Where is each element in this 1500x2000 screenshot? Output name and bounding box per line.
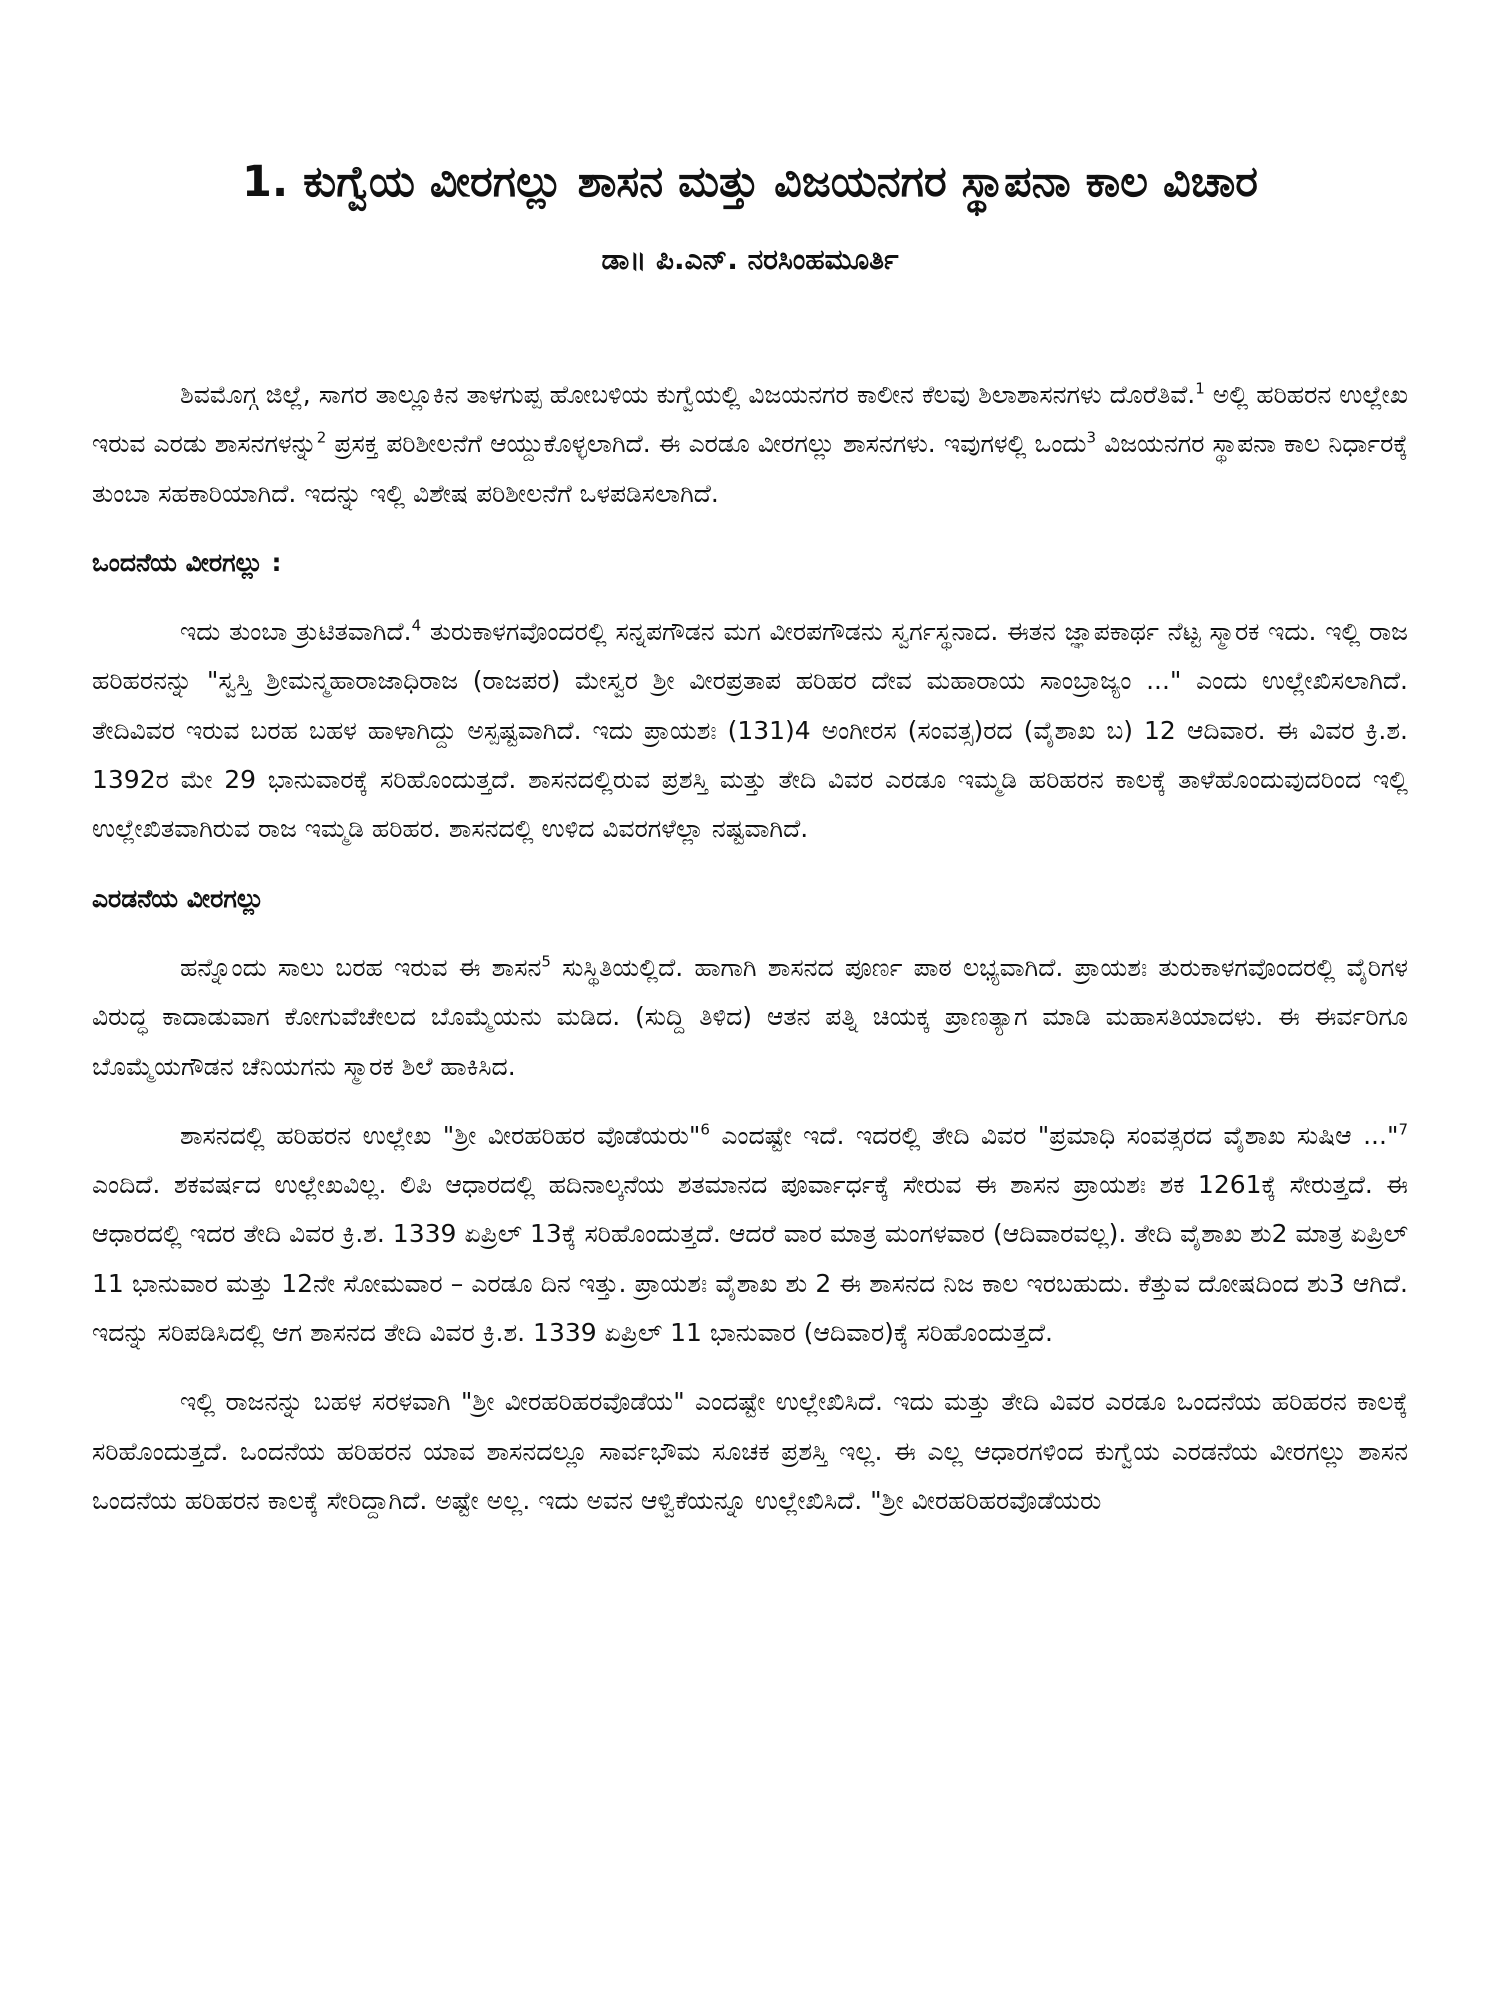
section-heading-second-hero-stone: ಎರಡನೆಯ ವೀರಗಲ್ಲು [92, 883, 264, 913]
section-heading-first-hero-stone: ಒಂದನೆಯ ವೀರಗಲ್ಲು : [92, 547, 282, 577]
second-hero-stone-paragraph-3: ಇಲ್ಲಿ ರಾಜನನ್ನು ಬಹಳ ಸರಳವಾಗಿ "ಶ್ರೀ ವೀರಹರಿಹರವೊಡೆಯ" ಎಂದಷ್ಟೇ ಉಲ್ಲೇಖಿಸಿದೆ. ಇದು ಮತ್ತು ತೇದಿ ವಿವರ ಎರಡೂ ಒಂದನೆಯ ಹರಿಹರನ ಕಾಲಕ್ಕೆ ಸರಿಹೊಂದುತ್ತದೆ. ಒಂದನೆಯ ಹರಿಹರನ ಯಾವ ಶಾಸನದಲ್ಲೂ ಸಾರ್ವಭೌಮ ಸೂಚಕ ಪ್ರಶಸ್ತಿ ಇಲ್ಲ. ಈ ಎಲ್ಲ ಆಧಾರಗಳಿಂದ ಕುಗ್ವೆಯ ಎರಡನೆಯ ವೀರಗಲ್ಲು ಶಾಸನ ಒಂದನೆಯ ಹರಿಹರನ ಕಾಲಕ್ಕೆ ಸೇರಿದ್ದಾಗಿದೆ. ಅಷ್ಟೇ ಅಲ್ಲ. ಇದು ಅವನ ಆಳ್ವಿಕೆಯನ್ನೂ ಉಲ್ಲೇಖಿಸಿದೆ. "ಶ್ರೀ ವೀರಹರಿಹರವೊಡೆಯರು [92, 1387, 1408, 1515]
footnote-ref: 3 [1086, 428, 1097, 447]
page-title: 1. ಕುಗ್ವೆಯ ವೀರಗಲ್ಲು ಶಾಸನ ಮತ್ತು ವಿಜಯನಗರ ಸ್ಥಾಪನಾ ಕಾಲ ವಿಚಾರ [241, 157, 1259, 207]
text-run: ಪ್ರಸಕ್ತ ಪರಿಶೀಲನೆಗೆ ಆಯ್ದುಕೊಳ್ಳಲಾಗಿದೆ. ಈ ಎರಡೂ ವೀರಗಲ್ಲು ಶಾಸನಗಳು. ಇವುಗಳಲ್ಲಿ ಒಂದು [326, 429, 1087, 459]
footnote-ref: 1 [1195, 379, 1205, 398]
second-hero-stone-paragraph-1 [92, 943, 1408, 1091]
text-run: ಅಲ್ಲಿ ಹರಿಹರನ ಉಲ್ಲೇಖ ಇರುವ ಎರಡು ಶಾಸನಗಳನ್ನು [92, 380, 1409, 459]
text-run: ಶಾಸನದಲ್ಲಿ ಹರಿಹರನ ಉಲ್ಲೇಖ "ಶ್ರೀ ವೀರಹರಿಹರ ವೊಡೆಯರು" [180, 1120, 701, 1150]
text-run: ವಿಜಯನಗರ ಸ್ಥಾಪನಾ ಕಾಲ ನಿರ್ಧಾರಕ್ಕೆ ತುಂಬಾ ಸಹಕಾರಿಯಾಗಿದೆ. ಇದನ್ನು ಇಲ್ಲಿ ವಿಶೇಷ ಪರಿಶೀಲನೆಗೆ ಒಳಪಡಿಸಲಾಗಿದೆ. [92, 429, 1409, 508]
text-run: ಎಂದಷ್ಟೇ ಇದೆ. ಇದರಲ್ಲಿ ತೇದಿ ವಿವರ "ಪ್ರಮಾಧಿ ಸಂವತ್ಸರದ ವೈಶಾಖ ಸುಷಿಆ ..." [709, 1120, 1399, 1150]
text-run: ಇದು ತುಂಬಾ ತ್ರುಟಿತವಾಗಿದೆ. [180, 617, 412, 647]
footnote-ref: 2 [316, 428, 327, 447]
text-run: ಹನ್ನೊಂದು ಸಾಲು ಬರಹ ಇರುವ ಈ ಶಾಸನ [180, 952, 542, 982]
footnote-ref: 5 [541, 952, 551, 971]
text-run: ಶಿವಮೊಗ್ಗ ಜಿಲ್ಲೆ, ಸಾಗರ ತಾಲ್ಲೂಕಿನ ತಾಳಗುಪ್ಪ ಹೋಬಳಿಯ ಕುಗ್ವೆಯಲ್ಲಿ ವಿಜಯನಗರ ಕಾಲೀನ ಕೆಲವು ಶಿಲಾಶಾಸನಗಳು ದೊರೆತಿವೆ. [180, 380, 1196, 409]
footnote-ref: 7 [1398, 1120, 1408, 1139]
text-run: ಸುಸ್ಥಿತಿಯಲ್ಲಿದೆ. ಹಾಗಾಗಿ ಶಾಸನದ ಪೂರ್ಣ ಪಾಠ ಲಭ್ಯವಾಗಿದೆ. ಪ್ರಾಯಶಃ ತುರುಕಾಳಗವೊಂದರಲ್ಲಿ ವೈರಿಗಳ ವಿರುದ್ಧ ಕಾದಾಡುವಾಗ ಕೋಗುವೆಚೇಲದ ಬೊಮ್ಮೆಯನು ಮಡಿದ. (ಸುದ್ದಿ ತಿಳಿದ) ಆತನ ಪತ್ನಿ ಚಿಯಕ್ಕ ಪ್ರಾಣತ್ಯಾಗ ಮಾಡಿ ಮಹಾಸತಿಯಾದಳು. ಈ ಈರ್ವರಿಗೂ ಬೊಮ್ಮೆಯಗೌಡನ ಚೆನಿಯಗನು ಸ್ಮಾರಕ ಶಿಲೆ ಹಾಕಿಸಿದ. [92, 952, 1409, 1081]
text-run: ತುರುಕಾಳಗವೊಂದರಲ್ಲಿ ಸನ್ನಪಗೌಡನ ಮಗ ವೀರಪಗೌಡನು ಸ್ವರ್ಗಸ್ಥನಾದ. ಈತನ ಜ್ಞಾಪಕಾರ್ಥ ನೆಟ್ಟ ಸ್ಮಾರಕ ಇದು. ಇಲ್ಲಿ ರಾಜ ಹರಿಹರನನ್ನು "ಸ್ವಸ್ತಿ ಶ್ರೀಮನ್ಮಹಾರಾಜಾಧಿರಾಜ (ರಾಜಪರ) ಮೇಸ್ವರ ಶ್ರೀ ವೀರಪ್ರತಾಪ ಹರಿಹರ ದೇವ ಮಹಾರಾಯ ಸಾಂಬ್ರಾಜ್ಯಂ ..." ಎಂದು ಉಲ್ಲೇಖಿಸಲಾಗಿದೆ. ತೇದಿವಿವರ ಇರುವ ಬರಹ ಬಹಳ ಹಾಳಾಗಿದ್ದು ಅಸ್ಪಷ್ಟವಾಗಿದೆ. ಇದು ಪ್ರಾಯಶಃ (131)4 ಅಂಗೀರಸ (ಸಂವತ್ಸ)ರದ (ವೈಶಾಖ ಬ) 12 ಆದಿವಾರ. ಈ ವಿವರ ಕ್ರಿ.ಶ. 1392ರ ಮೇ 29 ಭಾನುವಾರಕ್ಕೆ ಸರಿಹೊಂದುತ್ತದೆ. ಶಾಸನದಲ್ಲಿರುವ ಪ್ರಶಸ್ತಿ ಮತ್ತು ತೇದಿ ವಿವರ ಎರಡೂ ಇಮ್ಮಡಿ ಹರಿಹರನ ಕಾಲಕ್ಕೆ ತಾಳೆಹೊಂದುವುದರಿಂದ ಇಲ್ಲಿ ಉಲ್ಲೇಖಿತವಾಗಿರುವ ರಾಜ ಇಮ್ಮಡಿ ಹರಿಹರ. ಶಾಸನದಲ್ಲಿ ಉಳಿದ ವಿವರಗಳೆಲ್ಲಾ ನಷ್ಟವಾಗಿದೆ. [92, 617, 1408, 844]
text-run: ಎಂದಿದೆ. ಶಕವರ್ಷದ ಉಲ್ಲೇಖವಿಲ್ಲ. ಲಿಪಿ ಆಧಾರದಲ್ಲಿ ಹದಿನಾಲ್ಕನೆಯ ಶತಮಾನದ ಪೂರ್ವಾರ್ಧಕ್ಕೆ ಸೇರುವ ಈ ಶಾಸನ ಪ್ರಾಯಶಃ ಶಕ 1261ಕ್ಕೆ ಸೇರುತ್ತದೆ. ಈ ಆಧಾರದಲ್ಲಿ ಇದರ ತೇದಿ ವಿವರ ಕ್ರಿ.ಶ. 1339 ಏಪ್ರಿಲ್ 13ಕ್ಕೆ ಸರಿಹೊಂದುತ್ತದೆ. ಆದರೆ ವಾರ ಮಾತ್ರ ಮಂಗಳವಾರ (ಆದಿವಾರವಲ್ಲ). ತೇದಿ ವೈಶಾಖ ಶು2 ಮಾತ್ರ ಏಪ್ರಿಲ್ 11 ಭಾನುವಾರ ಮತ್ತು 12ನೇ ಸೋಮವಾರ – ಎರಡೂ ದಿನ ಇತ್ತು. ಪ್ರಾಯಶಃ ವೈಶಾಖ ಶು 2 ಈ ಶಾಸನದ ನಿಜ ಕಾಲ ಇರಬಹುದು. ಕೆತ್ತುವ ದೋಷದಿಂದ ಶು3 ಆಗಿದೆ. ಇದನ್ನು ಸರಿಪಡಿಸಿದಲ್ಲಿ ಆಗ ಶಾಸನದ ತೇದಿ ವಿವರ ಕ್ರಿ.ಶ. 1339 ಏಪ್ರಿಲ್ 11 ಭಾನುವಾರ (ಆದಿವಾರ)ಕ್ಕೆ ಸರಿಹೊಂದುತ್ತದೆ. [92, 1170, 1408, 1348]
article-body [92, 370, 1408, 1545]
footnote-ref: 6 [700, 1120, 710, 1139]
intro-paragraph [92, 370, 1408, 518]
author-name: ಡಾ॥ ಪಿ.ಎನ್. ನರಸಿಂಹಮೂರ್ತಿ [601, 243, 899, 276]
footnote-ref: 4 [411, 616, 422, 635]
first-hero-stone-paragraph [92, 607, 1408, 853]
second-hero-stone-paragraph-2 [92, 1111, 1408, 1357]
